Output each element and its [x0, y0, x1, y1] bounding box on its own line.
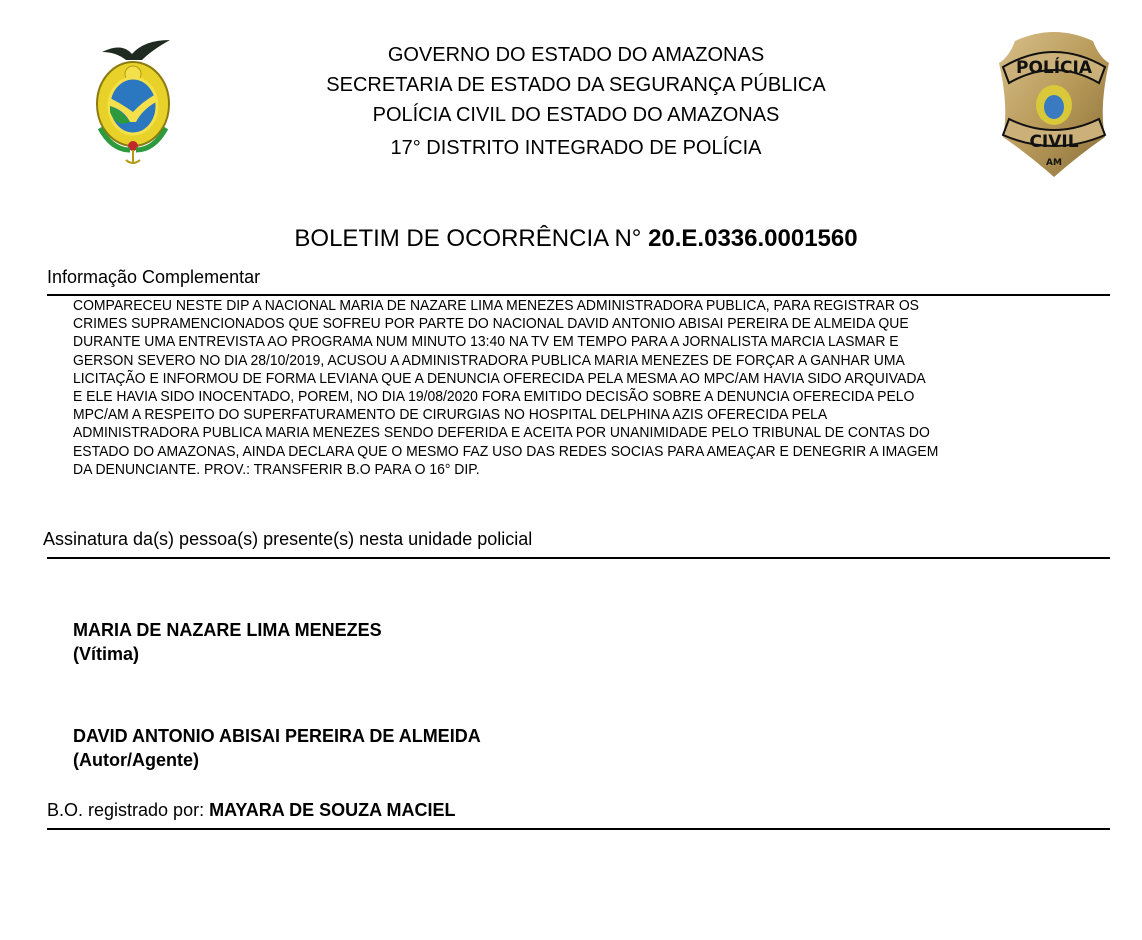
signatory-author [73, 724, 481, 772]
text-line: MPC/AM A RESPEITO DO SUPERFATURAMENTO DE CIRURGIAS NO HOSPITAL DELPHINA AZIS OFERECIDA PELA [73, 406, 828, 424]
complementary-info-text [73, 297, 1003, 479]
text-line: DURANTE UMA ENTREVISTA AO PROGRAMA NUM MINUTO 13:40 NA TV EM TEMPO PARA A JORNALISTA MARCIA LASMAR E [73, 333, 899, 351]
report-title-prefix: BOLETIM DE OCORRÊNCIA N° [294, 225, 642, 252]
report-title [0, 225, 1142, 253]
report-number: 20.E.0336.0001560 [648, 225, 858, 252]
svg-text:CIVIL: CIVIL [1029, 132, 1079, 152]
header-line-district: 17° DISTRITO INTEGRADO DE POLÍCIA [390, 137, 762, 159]
registered-by-name: MAYARA DE SOUZA MACIEL [209, 800, 456, 820]
text-line: DA DENUNCIANTE. PROV.: TRANSFERIR B.O PARA O 16° DIP. [73, 460, 480, 478]
text-line: COMPARECEU NESTE DIP A NACIONAL MARIA DE NAZARE LIMA MENEZES ADMINISTRADORA PUBLICA, PARA REGISTRAR OS [73, 297, 919, 314]
header-line-government: GOVERNO DO ESTADO DO AMAZONAS [387, 44, 765, 66]
text-line: LICITAÇÃO E INFORMOU DE FORMA LEVIANA QUE A DENUNCIA OFERECIDA PELA MESMA AO MPC/AM HAVIA SIDO ARQUIVADA [73, 369, 926, 387]
header-line-secretariat: SECRETARIA DE ESTADO DA SEGURANÇA PÚBLICA [326, 74, 826, 96]
signatory-name: MARIA DE NAZARE LIMA MENEZES [73, 620, 382, 640]
text-line: E ELE HAVIA SIDO INOCENTADO, POREM, NO DIA 19/08/2020 FORA EMITIDO DECISÃO SOBRE A DENUNCIA OFERECIDA PELO [73, 388, 915, 406]
text-line: GERSON SEVERO NO DIA 28/10/2019, ACUSOU A ADMINISTRADORA PUBLICA MARIA MENEZES DE FORÇAR A GANHAR UMA [73, 351, 905, 369]
divider [47, 828, 1110, 830]
signatory-name: DAVID ANTONIO ABISAI PEREIRA DE ALMEIDA [73, 726, 481, 746]
text-line: CRIMES SUPRAMENCIONADOS QUE SOFREU POR PARTE DO NACIONAL DAVID ANTONIO ABISAI PEREIRA DE ALMEIDA QUE [73, 315, 909, 333]
text-line: ADMINISTRADORA PUBLICA MARIA MENEZES SENDO DEFERIDA E ACEITA POR UNANIMIDADE PELO TRIBUNAL DE CONTAS DO [73, 424, 930, 442]
divider [47, 557, 1110, 559]
registered-by [47, 800, 455, 821]
text-line: ESTADO DO AMAZONAS, AINDA DECLARA QUE O MESMO FAZ USO DAS REDES SOCIAS PARA AMEAÇAR E DENEGRIR A IMAGEM [73, 442, 939, 460]
svg-text:POLÍCIA: POLÍCIA [1015, 58, 1093, 78]
signatory-role: (Autor/Agente) [73, 750, 199, 770]
registered-by-label: B.O. registrado por: [47, 800, 205, 820]
svg-text:AM: AM [1046, 158, 1062, 168]
signatures-heading: Assinatura da(s) pessoa(s) presente(s) nesta unidade policial [43, 529, 533, 549]
complementary-info-heading: Informação Complementar [47, 267, 261, 287]
policia-civil-badge-logo [995, 27, 1113, 179]
signatory-role: (Vítima) [73, 644, 140, 664]
divider [47, 294, 1110, 296]
header-line-police: POLÍCIA CIVIL DO ESTADO DO AMAZONAS [372, 104, 780, 126]
signatory-victim [73, 618, 382, 666]
